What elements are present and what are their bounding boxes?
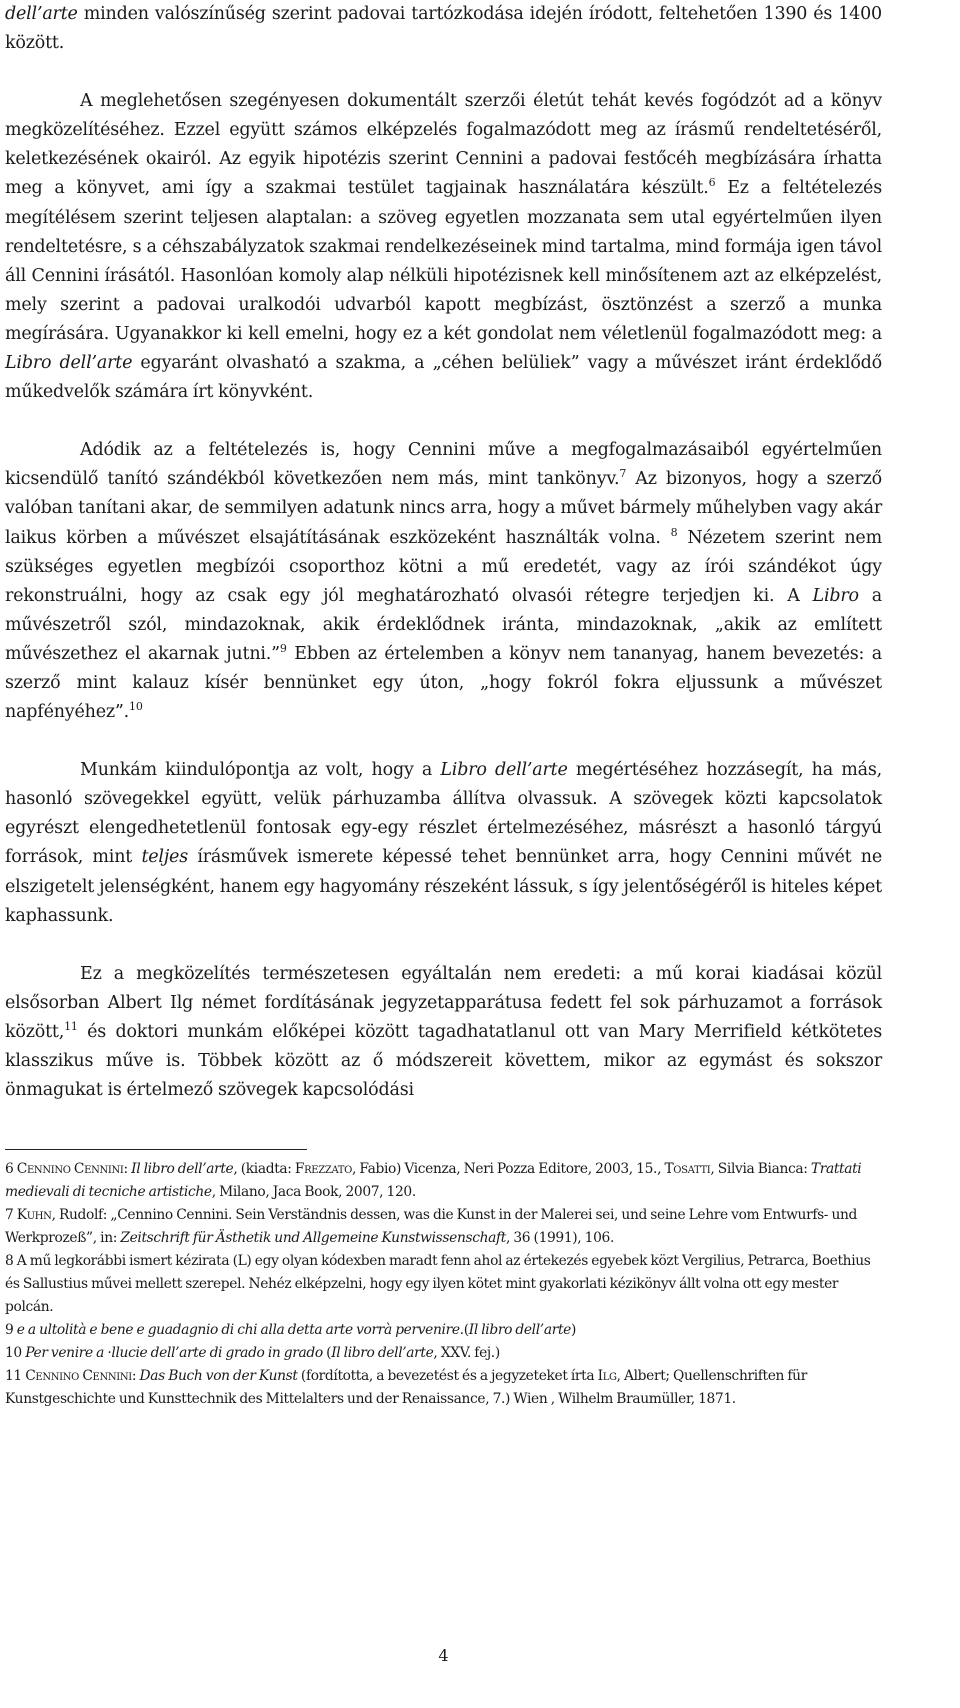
text: ( [463, 1322, 469, 1338]
footnote-number: 11 [5, 1368, 22, 1384]
text: : [131, 1368, 140, 1384]
text: minden valószínűség szerint padovai tartózkodása idején íródott, feltehetően 1390 és 1400 között. [5, 4, 882, 54]
footnote-ref-8: 8 [670, 525, 678, 539]
text: ( [322, 1345, 332, 1361]
paragraph-5 [5, 960, 882, 1105]
text: , XXV. fej.) [433, 1345, 500, 1361]
italic-title: Il libro dell’arte [331, 1345, 434, 1361]
author-name: Cennino Cennini [21, 1368, 132, 1384]
italic-title: Trattati medievali di tecniche artistiche [5, 1161, 862, 1200]
page-number: 4 [438, 1646, 449, 1665]
text: , Fabio) Vicenza, Neri Pozza Editore, 2003, 15., [351, 1161, 665, 1177]
italic-title: Libro [812, 585, 859, 606]
author-name: Cennino Cennini [13, 1161, 124, 1177]
italic-title: Libro dell’arte [440, 760, 568, 781]
footnote-6 [5, 1158, 882, 1204]
italic-title: Libro dell’arte [5, 353, 133, 374]
footnote-ref-11: 11 [64, 1020, 78, 1034]
footnote-ref-10: 10 [129, 700, 143, 714]
footnote-ref-7: 7 [619, 467, 627, 481]
footnote-ref-6: 6 [708, 176, 716, 190]
italic-title: Zeitschrift für Ästhetik und Allgemeine Kunstwissenschaft [120, 1230, 506, 1246]
italic-word: teljes [141, 847, 188, 868]
footnote-separator [5, 1149, 307, 1150]
footnote-10 [5, 1342, 882, 1365]
text: A meglehetősen szegényesen dokumentált szerzői életút tehát kevés fogódzót ad a könyv megközelítéséhez. Ezzel együtt számos elképzelés fogalmazódott meg az írásmű rendeltetéséről, keletkezésének okairól. Az egyik hipotézis szerint Cennini a padovai festőcéh megbízására írhatta meg a könyvet, ami így a szakmai testület tagjainak használatára készült. [5, 91, 882, 199]
footnote-number: 8 [5, 1253, 14, 1269]
text: Munkám kiindulópontja az volt, hogy a [80, 760, 441, 781]
italic-title: dell’arte [5, 4, 78, 24]
text: Ez a megközelítés természetesen egyáltalán nem eredeti: a mű korai kiadásai közül elsősorban Albert Ilg német fordításának jegyzetapparátusa fedett fel sok párhuzamot a források között, [5, 963, 882, 1042]
paragraph-1 [5, 0, 882, 58]
italic-quote: Per venire a ·llucie dell’arte di grado in grado [21, 1345, 323, 1361]
text: Ebben az értelemben a könyv nem tananyag, hanem bevezetés: a szerző mint kalauz kísér bennünket egy úton, „hogy fokról fokra eljussunk a művészet napfényéhez”. [5, 643, 882, 723]
footnote-7 [5, 1204, 882, 1250]
text: , Milano, Jaca Book, 2007, 120. [211, 1184, 416, 1200]
italic-title: Il libro dell’arte [468, 1322, 571, 1338]
text: Ez a feltételezés megítélésem szerint teljesen alaptalan: a szöveg egyetlen mozzanata sem utal egyértelműen ilyen rendeltetésre, s a céhszabályzatok szakmai rendelkezéseinek mind tartalma, mind formája igen távol áll Cennini írásától. Hasonlóan komoly alap nélküli hipotézisnek kell minősítenem azt az elképzelést, mely szerint a padovai uralkodói udvarból kapott megbízást, ösztönzést a szerző a munka megírására. Ugyanakkor ki kell emelni, hogy ez a két gondolat nem véletlenül fogalmazódott meg: a [5, 178, 882, 344]
footnotes [5, 1158, 882, 1411]
text: , Rudolf: „Cennino Cennini. Sein Verständnis dessen, was die Kunst in der Malerei sei, und seine Lehre vom Entwurfs- und Werkprozeß”, in: [5, 1207, 858, 1246]
text: , Silvia Bianca: [710, 1161, 811, 1177]
text: , 36 (1991), 106. [505, 1230, 615, 1246]
text: a művészetről szól, mindazoknak, akik érdeklődnek iránta, mindazoknak, „akik az említett művészethez el akarnak jutni.” [5, 585, 882, 664]
text: írásművek ismerete képessé tehet bennünket arra, hogy Cennini művét ne elszigetelt jelenségként, hanem egy hagyomány részeként lássuk, s így jelentőségéről is hiteles képet kaphassunk. [5, 847, 882, 926]
text: Adódik az a feltételezés is, hogy Cennini műve a megfogalmazásaiból egyértelműen kicsendülő tanító szándékból következően nem más, mint tankönyv. [5, 440, 882, 490]
author-name: Kuhn [13, 1207, 52, 1223]
paragraph-4 [5, 756, 882, 931]
author-name: Tosatti [664, 1161, 711, 1177]
document-body [5, 0, 882, 1105]
text: Az bizonyos, hogy a szerző valóban tanítani akar, de semmilyen adatunk nincs arra, hogy a művet bármely műhelyben vagy akár laikus körben a művészet elsajátításának eszközeként használták volna. [5, 469, 882, 548]
footnote-8 [5, 1250, 882, 1319]
text: , (kiadta: [233, 1161, 295, 1177]
text: : [123, 1161, 132, 1177]
footnote-number: 7 [5, 1207, 14, 1223]
footnote-ref-9: 9 [279, 642, 287, 656]
footnote-number: 9 [5, 1322, 14, 1338]
text: A mű legkorábbi ismert kézirata (L) egy olyan kódexben maradt fenn ahol az értekezés egyebek közt Vergilius, Petrarca, Boethius és Sallustius művei mellett szerepel. Nehéz elképzelni, hogy egy ilyen kötet mint gyakorlati kézikönyv állt volna ott egy mester polcán. [5, 1253, 871, 1315]
text: , Albert; Quellenschriften für Kunstgeschichte und Kunsttechnik des Mittelalters und der Renaissance, 7.) Wien , Wilhelm Braumüller, 1871. [5, 1368, 807, 1407]
italic-title: Das Buch von der Kunst [139, 1368, 298, 1384]
paragraph-3 [5, 436, 882, 727]
author-name: Frezzato [294, 1161, 352, 1177]
text: egyaránt olvasható a szakma, a „céhen belüliek” vagy a művészet iránt érdeklődő műkedvelők számára írt könyvként. [5, 353, 883, 403]
italic-quote: e a ultolità e bene e guadagnio di chi alla detta arte vorrà pervenire. [13, 1322, 464, 1338]
italic-title: Il libro dell’arte [131, 1161, 234, 1177]
paragraph-2 [5, 87, 882, 407]
footnote-number: 6 [5, 1161, 14, 1177]
footnote-9 [5, 1319, 882, 1342]
text: (fordította, a bevezetést és a jegyzeteket írta [297, 1368, 598, 1384]
footnote-number: 10 [5, 1345, 22, 1361]
text: és doktori munkám előképei között tagadhatatlanul ott van Mary Merrifield kétkötetes klasszikus műve is. Többek között az ő módszereit követtem, mikor az egymást és sokszor önmagukat is értelmező szövegek kapcsolódási [5, 1021, 882, 1101]
author-name: Ilg [597, 1368, 617, 1384]
text: ) [570, 1322, 577, 1338]
footnote-11 [5, 1365, 882, 1411]
text: Nézetem szerint nem szükséges egyetlen megbízói csoporthoz kötni a mű eredetét, vagy az írói szándékot úgy rekonstruálni, hogy az csak egy jól meghatározható olvasói rétegre terjedjen ki. A [5, 527, 882, 606]
text: megértéséhez hozzásegít, ha más, hasonló szövegekkel együtt, velük párhuzamba állítva olvassuk. A szövegek közti kapcsolatok egyrészt elengedhetetlenül fontosak egy-egy részlet értelmezéséhez, másrészt a hasonló tárgyú források, mint [5, 760, 882, 868]
